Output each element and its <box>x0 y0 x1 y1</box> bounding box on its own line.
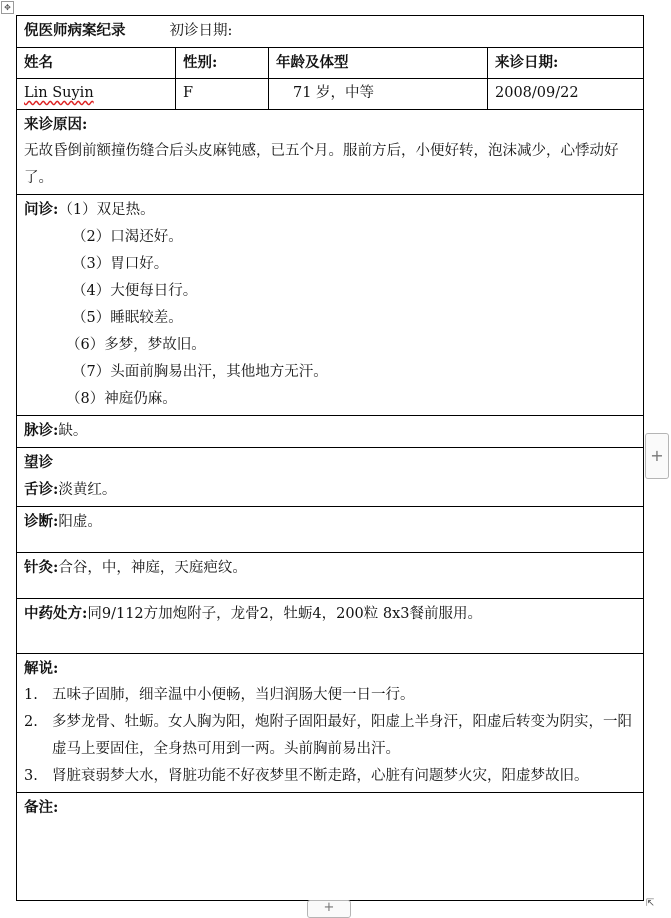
reason-cell[interactable] <box>17 110 644 195</box>
inquiry-item: （4）大便每日行。 <box>72 283 198 299</box>
inquiry-item: （7）头面前胸易出汗，其他地方无汗。 <box>72 364 328 380</box>
explanation-item-text: 多梦龙骨、牡蛎。女人胸为阳，炮附子固阳最好，阳虚上半身汗，阳虚后转变为阴实，一阳虚马上要固住，全身热可用到一两。头前胸前易出汗。 <box>52 714 632 757</box>
table-resize-handle-icon[interactable]: ⇱ <box>646 898 655 909</box>
inquiry-label: 问诊: <box>24 201 59 218</box>
pulse-label: 脉诊: <box>24 422 59 439</box>
acupuncture-text: 合谷，中，神庭，天庭疤纹。 <box>58 560 247 576</box>
patient-name-cell[interactable] <box>17 79 176 110</box>
explanation-item-text: 肾脏衰弱梦大水，肾脏功能不好夜梦里不断走路，心脏有问题梦火灾，阳虚梦故旧。 <box>52 768 589 784</box>
patient-age-build[interactable]: 71 岁，中等 <box>269 79 488 110</box>
add-row-button[interactable]: + <box>307 900 351 918</box>
pulse-text: 缺。 <box>58 423 88 439</box>
sex-header[interactable]: 性别: <box>176 48 269 79</box>
header-row <box>17 48 644 79</box>
inquiry-item: （1）双足热。 <box>58 202 155 218</box>
first-visit-date-label: 初诊日期: <box>169 23 233 39</box>
explanation-cell[interactable] <box>17 654 644 793</box>
pulse-row <box>17 416 644 448</box>
explanation-row <box>17 654 644 793</box>
age-build-header[interactable]: 年龄及体型 <box>269 48 488 79</box>
explanation-item-number: 1. <box>24 687 38 703</box>
inquiry-item: （3）胃口好。 <box>72 256 169 272</box>
explanation-item-number: 2. <box>24 714 38 730</box>
notes-label: 备注: <box>24 799 59 816</box>
inquiry-row <box>17 195 644 416</box>
observation-label: 望诊 <box>24 454 53 471</box>
explanation-item <box>24 682 636 709</box>
notes-row <box>17 793 644 901</box>
observation-row <box>17 448 644 507</box>
acupuncture-cell[interactable] <box>17 553 644 599</box>
herbal-row <box>17 599 644 654</box>
inquiry-cell[interactable] <box>17 195 644 416</box>
patient-sex[interactable]: F <box>176 79 269 110</box>
inquiry-item: （6）多梦，梦故旧。 <box>66 337 206 353</box>
patient-row <box>17 79 644 110</box>
reason-label: 来诊原因: <box>24 116 88 133</box>
table-move-handle-icon[interactable]: ✥ <box>1 1 14 14</box>
record-title: 倪医师病案纪录 <box>24 22 126 39</box>
observation-cell[interactable] <box>17 448 644 507</box>
herbal-label: 中药处方: <box>24 605 88 622</box>
herbal-text: 同9/112方加炮附子，龙骨2，牡蛎4，200粒 8x3餐前服用。 <box>87 606 483 622</box>
diagnosis-cell[interactable] <box>17 507 644 553</box>
explanation-item-text: 五味子固肺，细辛温中小便畅，当归润肠大便一日一行。 <box>52 687 415 703</box>
tongue-label: 舌诊: <box>24 481 59 498</box>
reason-row <box>17 110 644 195</box>
acupuncture-label: 针灸: <box>24 559 59 576</box>
patient-name: Lin Suyin <box>24 85 94 101</box>
tongue-text: 淡黄红。 <box>58 482 117 498</box>
explanation-item <box>24 709 636 763</box>
title-row <box>17 16 644 48</box>
patient-visit-date[interactable]: 2008/09/22 <box>488 79 644 110</box>
diagnosis-row <box>17 507 644 553</box>
explanation-label: 解说: <box>24 660 59 677</box>
medical-record-table <box>16 15 644 901</box>
add-column-button[interactable]: + <box>645 433 669 479</box>
name-header[interactable]: 姓名 <box>17 48 176 79</box>
inquiry-item: （8）神庭仍麻。 <box>66 391 177 407</box>
notes-cell[interactable] <box>17 793 644 901</box>
herbal-cell[interactable] <box>17 599 644 654</box>
visit-date-header[interactable]: 来诊日期: <box>488 48 644 79</box>
explanation-item <box>24 763 636 790</box>
diagnosis-text: 阳虚。 <box>58 514 102 530</box>
inquiry-item: （2）口渴还好。 <box>72 229 183 245</box>
diagnosis-label: 诊断: <box>24 513 59 530</box>
pulse-cell[interactable] <box>17 416 644 448</box>
title-cell[interactable] <box>17 16 644 48</box>
inquiry-item: （5）睡眠较差。 <box>72 310 183 326</box>
reason-text: 无故昏倒前额撞伤缝合后头皮麻钝感，已五个月。服前方后，小便好转，泡沫减少，心悸动好了。 <box>24 143 619 186</box>
explanation-item-number: 3. <box>24 768 38 784</box>
acupuncture-row <box>17 553 644 599</box>
